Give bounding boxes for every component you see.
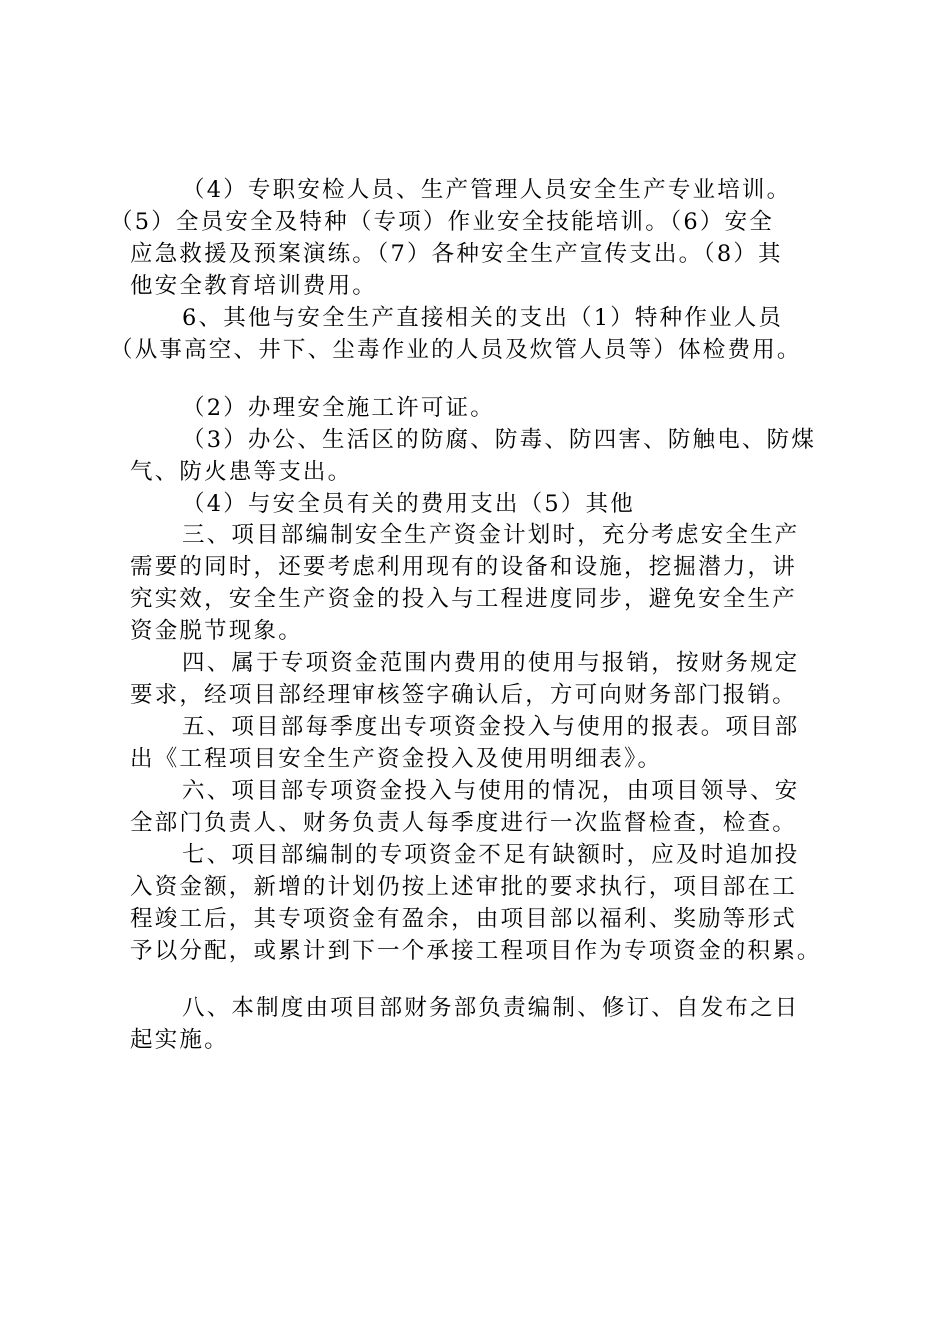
text-line-26: 起实施。 bbox=[130, 1027, 229, 1053]
text-line-25: 八、本制度由项目部财务部负责编制、修订、自发布之日 bbox=[182, 995, 800, 1021]
text-line-2: （5）全员安全及特种（专项）作业安全技能培训。（6）安全 bbox=[110, 209, 774, 235]
text-line-20: 全部门负责人、财务负责人每季度进行一次监督检查，检查。 bbox=[130, 810, 797, 836]
text-line-5: 6、其他与安全生产直接相关的支出（1）特种作业人员 bbox=[182, 305, 784, 331]
text-line-7: （2）办理安全施工许可证。 bbox=[182, 395, 495, 421]
text-line-21: 七、项目部编制的专项资金不足有缺额时，应及时追加投 bbox=[182, 842, 800, 868]
text-line-23: 程竣工后，其专项资金有盈余，由项目部以福利、奖励等形式 bbox=[130, 906, 797, 932]
text-line-14: 资金脱节现象。 bbox=[130, 618, 303, 644]
text-line-16: 要求，经项目部经理审核签字确认后，方可向财务部门报销。 bbox=[130, 682, 797, 708]
text-line-12: 需要的同时，还要考虑利用现有的设备和设施，挖掘潜力，讲 bbox=[130, 554, 797, 580]
text-line-10: （4）与安全员有关的费用支出（5）其他 bbox=[182, 491, 635, 517]
text-line-8: （3）办公、生活区的防腐、防毒、防四害、防触电、防煤 bbox=[182, 427, 817, 453]
text-line-4: 他安全教育培训费用。 bbox=[130, 273, 378, 299]
text-line-17: 五、项目部每季度出专项资金投入与使用的报表。项目部 bbox=[182, 714, 800, 740]
text-line-9: 气、防火患等支出。 bbox=[130, 459, 353, 485]
text-line-15: 四、属于专项资金范围内费用的使用与报销，按财务规定 bbox=[182, 650, 800, 676]
text-line-6: （从事高空、井下、尘毒作业的人员及炊管人员等）体检费用。 bbox=[110, 337, 802, 363]
text-line-24: 予以分配，或累计到下一个承接工程项目作为专项资金的积累。 bbox=[130, 938, 822, 964]
text-line-13: 究实效，安全生产资金的投入与工程进度同步，避免安全生产 bbox=[130, 586, 797, 612]
text-line-3: 应急救援及预案演练。（7）各种安全生产宣传支出。（8）其 bbox=[130, 241, 783, 267]
text-line-11: 三、项目部编制安全生产资金计划时，充分考虑安全生产 bbox=[182, 522, 800, 548]
text-line-18: 出《工程项目安全生产资金投入及使用明细表》。 bbox=[130, 746, 663, 772]
text-line-22: 入资金额，新增的计划仍按上述审批的要求执行，项目部在工 bbox=[130, 874, 797, 900]
text-line-19: 六、项目部专项资金投入与使用的情况，由项目领导、安 bbox=[182, 778, 800, 804]
text-line-1: （4）专职安检人员、生产管理人员安全生产专业培训。 bbox=[182, 177, 792, 203]
